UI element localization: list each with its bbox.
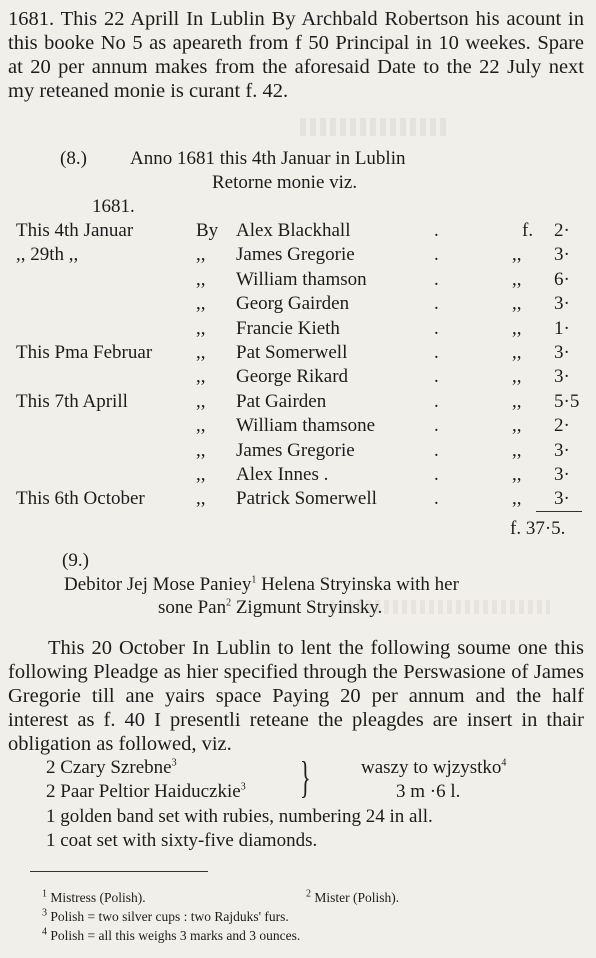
ledger-dots: . [434,391,439,412]
ledger-name: Georg Gairden [236,293,350,314]
ledger-amount: 3· [554,488,570,509]
pledge-item-2 [46,781,246,803]
ledger-name: Alex Blackhall [236,220,351,241]
ledger-dots: . [434,488,439,509]
ledger-date: This 4th Januar [16,220,134,241]
ledger-by: ,, [196,269,206,290]
footnote-rule [30,871,208,872]
ledger-by: ,, [196,366,206,387]
weight-text: waszy to wjzystko [361,757,502,778]
footnote-2 [306,890,399,906]
section-9-number: (9.) [62,550,89,571]
ledger-name: William thamsone [236,415,376,436]
ledger-amount: 3· [554,293,570,314]
loan-paragraph: This 20 October In Lublin to lent the following soume one this following Pleadge as hier specified through the Perswasione of James Gregorie till ane yairs space Paying 20 per annum and the half interest as f. 40 I presentli reteane the pleagdes are insert in thair obligation as followed, viz. [8,637,584,755]
ledger-currency: ,, [512,269,522,290]
ledger-name: Pat Gairden [236,391,327,412]
footnote-2-number: 2 [306,888,311,900]
debitor-line-1-b: Helena Stryinska with her [256,574,459,595]
ledger-by: ,, [196,415,206,436]
ledger-currency: ,, [512,391,522,412]
ledger-dots: . [434,366,439,387]
ledger-name: James Gregorie [236,244,355,265]
ledger-name: William thamson [236,269,367,290]
ledger-currency: ,, [512,244,522,265]
ledger-by: ,, [196,391,206,412]
debitor-line-2 [158,597,382,619]
footnote-1 [42,890,146,906]
ledger-amount: 2· [554,415,570,436]
section-8-title-2: Retorne monie viz. [212,172,358,193]
ledger-dots: . [434,342,439,363]
pledge-item-1-text: 2 Czary Szrebne [46,757,172,778]
weight-line-1 [361,757,506,779]
debitor-line-2-b: Zigmunt Stryinsky. [231,597,383,618]
footnote-ref-3b: 3 [240,781,246,793]
ledger-date: This 7th Aprill [16,391,128,412]
ledger-name: Alex Innes . [236,464,329,485]
ledger-name: George Rikard [236,366,349,387]
footnote-2-text: Mister (Polish). [314,890,400,905]
ledger-currency: f. [522,220,534,241]
intro-paragraph: 1681. This 22 Aprill In Lublin By Archbald Robertson his acount in this booke No 5 as apeareth from f 50 Principal in 10 weekes. Spare at 20 per annum makes from the aforesaid Date to the 22 July next my reteaned monie is curant f. 42. [8,8,584,102]
ledger-amount: 3· [554,244,570,265]
bleed-through-decoration [300,118,450,136]
pledge-item-3: 1 golden band set with rubies, numbering 24 in all. [46,806,433,827]
ledger-currency: ,, [512,293,522,314]
ledger-currency: ,, [512,366,522,387]
ledger-amount: 2· [554,220,570,241]
ledger-by: By [196,220,219,241]
ledger-amount: 3· [554,464,570,485]
footnote-ref-1: 1 [251,574,257,586]
ledger-currency: ,, [512,464,522,485]
footnote-1-text: Mistress (Polish). [50,890,146,905]
footnote-ref-3a: 3 [171,757,177,769]
ledger-date: This Pma Februar [16,342,153,363]
footnote-ref-2: 2 [226,597,232,609]
ledger-amount: 6· [554,269,570,290]
ledger-by: ,, [196,440,206,461]
section-8-number: (8.) [60,148,87,169]
ledger-by: ,, [196,488,206,509]
ledger-dots: . [434,318,439,339]
ledger-by: ,, [196,318,206,339]
footnote-4 [42,928,300,944]
ledger-currency: ,, [512,318,522,339]
ledger-amount: 3· [554,440,570,461]
ledger-date: ,, 29th ,, [16,244,79,265]
ledger-amount: 5·5 [554,391,580,412]
footnote-1-number: 1 [42,888,47,900]
section-8-title-1: Anno 1681 this 4th Januar in Lublin [130,148,406,169]
ledger-dots: . [434,220,439,241]
ledger-amount: 1· [554,318,570,339]
footnote-3-number: 3 [42,907,47,919]
footnote-4-number: 4 [42,926,47,938]
footnote-3-text: Polish = two silver cups : two Rajduks' furs. [50,909,289,924]
ledger-name: Francie Kieth [236,318,340,339]
pledge-item-4: 1 coat set with sixty-five diamonds. [46,830,318,851]
ledger-by: ,, [196,244,206,265]
ledger-amount: 3· [554,366,570,387]
ledger-dots: . [434,464,439,485]
ledger-dots: . [434,293,439,314]
ledger-dots: . [434,244,439,265]
footnote-ref-4: 4 [501,757,507,769]
ledger-currency: ,, [512,342,522,363]
weight-line-2: 3 m ·6 l. [396,781,461,802]
debitor-line-2-a: sone Pan [158,597,227,618]
ledger-by: ,, [196,464,206,485]
section-8-year: 1681. [92,196,135,217]
total-rule [536,511,582,512]
ledger-currency: ,, [512,415,522,436]
ledger-by: ,, [196,293,206,314]
pledge-item-2-text: 2 Paar Peltior Haiduczkie [46,781,241,802]
ledger-currency: ,, [512,440,522,461]
ledger-by: ,, [196,342,206,363]
ledger-dots: . [434,269,439,290]
ledger-date: This 6th October [16,488,145,509]
ledger-amount: 3· [554,342,570,363]
debitor-line-1 [64,574,459,596]
footnote-4-text: Polish = all this weighs 3 marks and 3 ounces. [50,928,301,943]
ledger-name: Patrick Somerwell [236,488,377,509]
ledger-dots: . [434,415,439,436]
footnote-3 [42,909,289,925]
ledger-currency: ,, [512,488,522,509]
ledger-name: James Gregorie [236,440,355,461]
pledge-item-1 [46,757,177,779]
ledger-dots: . [434,440,439,461]
debitor-line-1-a: Debitor Jej Mose Paniey [64,574,252,595]
pledge-brace: } [300,753,311,802]
ledger-total: f. 37·5. [510,518,566,539]
ledger-name: Pat Somerwell [236,342,348,363]
